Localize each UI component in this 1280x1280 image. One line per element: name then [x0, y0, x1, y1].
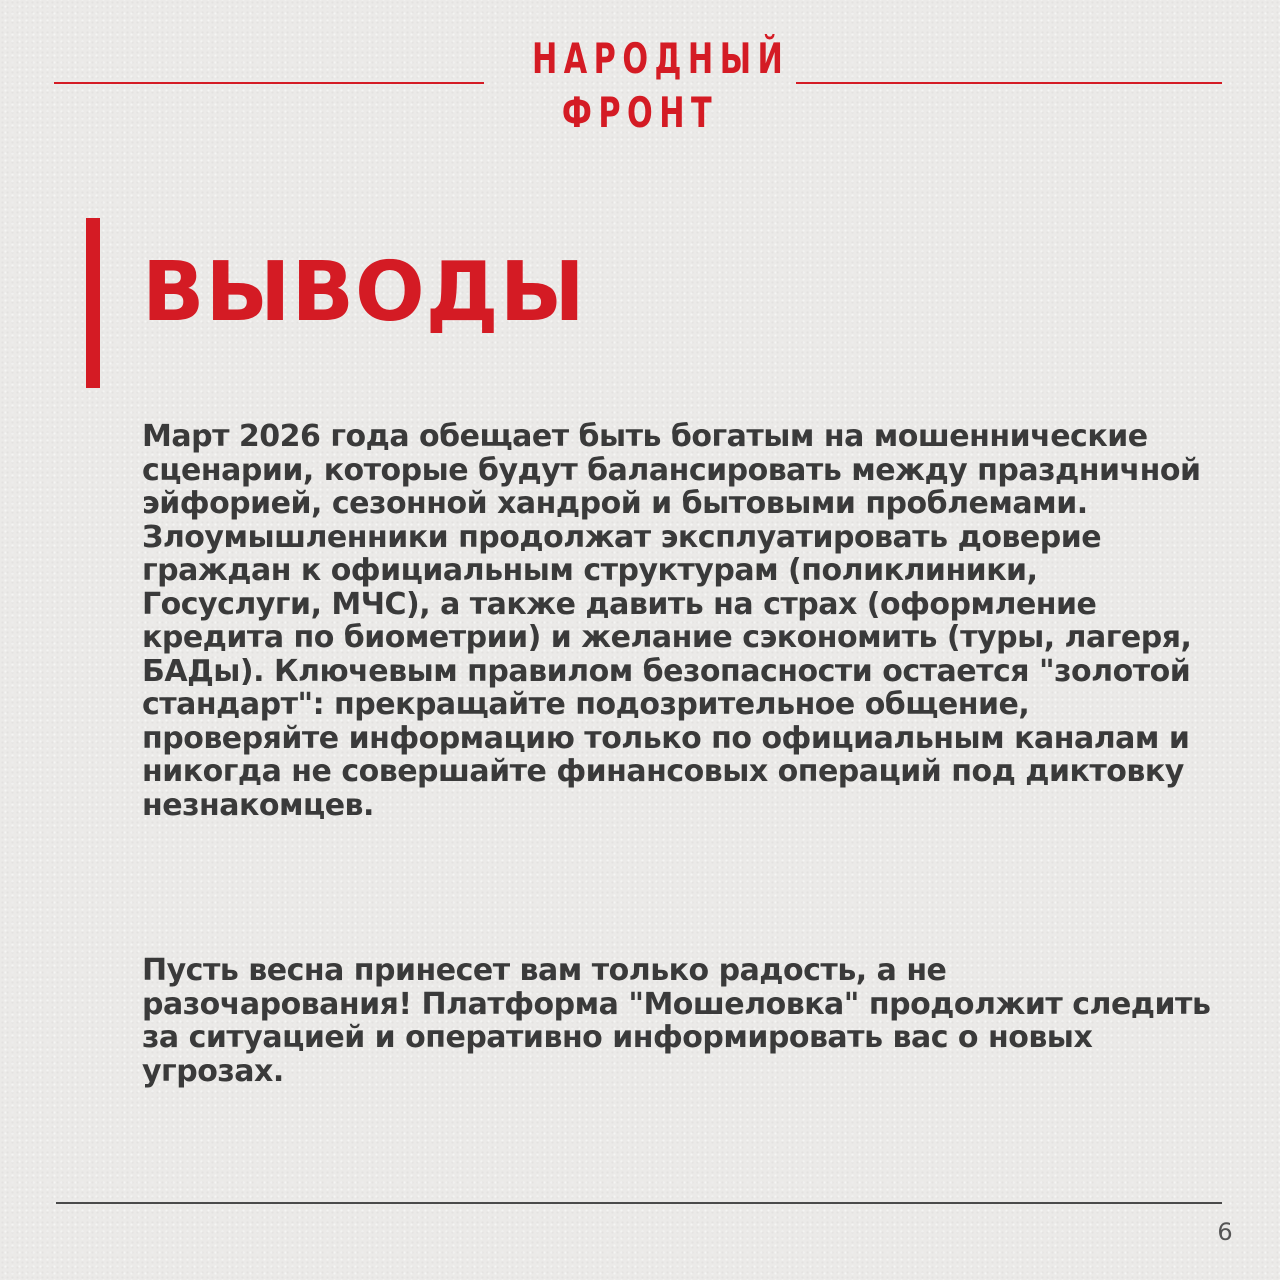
conclusion-paragraph: Март 2026 года обещает быть богатым на мошеннические сценарии, которые будут балансировать между праздничной эйфорией, сезонной хандрой и бытовыми проблемами. Злоумышленники продолжат эксплуатировать доверие граждан к официальным структурам (поликлиники, Госуслуги, МЧС), а также давить на страх (оформление кредита по биометрии) и желание сэкономить (туры, лагеря, БАДы). Ключевым правилом безопасности остается "золотой стандарт": прекращайте подозрительное общение, проверяйте информацию только по официальным каналам и никогда не совершайте финансовых операций под диктовку незнакомцев.: [142, 419, 1201, 823]
footer-divider: [56, 1202, 1222, 1204]
page-title: ВЫВОДЫ: [142, 245, 586, 340]
closing-paragraph: Пусть весна принесет вам только радость, а не разочарования! Платформа "Мошеловка" продолжит следить за ситуацией и оперативно информировать вас о новых угрозах.: [142, 953, 1211, 1089]
logo: [490, 34, 790, 140]
logo-line-1: НАРОДНЫЙ: [532, 34, 790, 83]
header-divider-right: [796, 82, 1222, 84]
header-divider-left: [54, 82, 484, 84]
title-accent-bar: [86, 218, 100, 388]
page-number: 6: [1217, 1218, 1233, 1246]
logo-line-2: ФРОНТ: [561, 88, 719, 137]
